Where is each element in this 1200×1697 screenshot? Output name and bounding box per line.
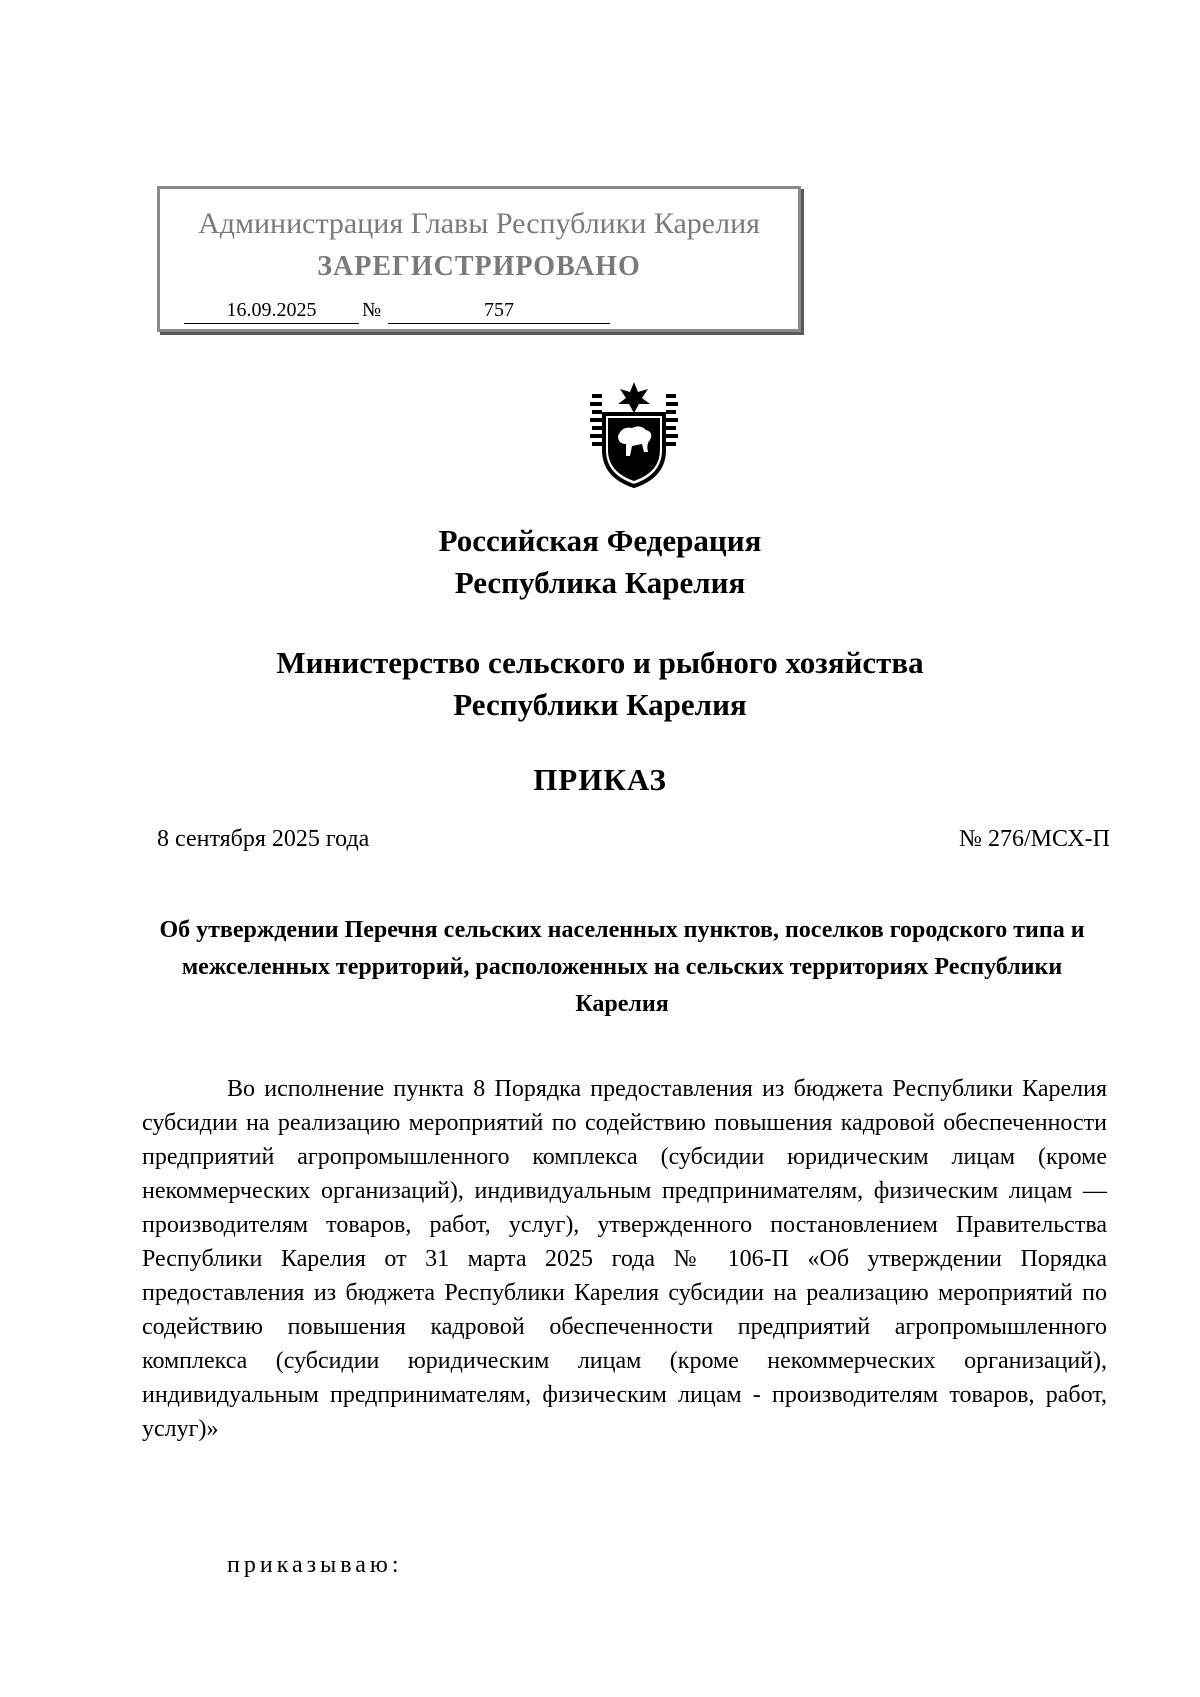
region-name: Республика Карелия <box>454 565 746 600</box>
order-preamble: Во исполнение пункта 8 Порядка предоставления из бюджета Республики Карелия субсидии на реализацию мероприятий по содействию повышения кадровой обеспеченности предприятий агропромышленного комплекса (субсидии юридическим лицам (кроме некоммерческих организаций), индивидуальным предпринимателям, физическим лицам — производителям товаров, работ, услуг), утвержденного постановлением Правительства Республики Карелия от 31 марта 2025 года № 106-П «Об утверждении Порядка предоставления из бюджета Республики Карелия субсидии на реализацию мероприятий по содействию повышения кадровой обеспеченности предприятий агропромышленного комплекса (субсидии юридическим лицам (кроме некоммерческих организаций), индивидуальным предпринимателям, физическим лицам - производителям товаров, работ, услуг)» <box>142 1076 1107 1442</box>
order-date: 8 сентября 2025 года <box>157 826 370 852</box>
country-name: Российская Федерация <box>438 523 762 558</box>
stamp-status: ЗАРЕГИСТРИРОВАНО <box>317 251 641 282</box>
ministry-name-line2: Республики Карелия <box>453 687 747 722</box>
order-number: № 276/МСХ-П <box>959 826 1110 852</box>
stamp-organization: Администрация Главы Республики Карелия <box>198 207 760 240</box>
registration-stamp <box>157 186 801 332</box>
country-heading <box>0 520 1200 604</box>
document-type: ПРИКАЗ <box>533 762 667 797</box>
order-command: приказываю: <box>227 1552 403 1578</box>
stamp-date: 16.09.2025 <box>184 297 359 324</box>
order-subject: Об утверждении Перечня сельских населенных пунктов, поселков городского типа и межселенных территорий, расположенных на сельских территориях Республики Карелия <box>159 917 1085 1017</box>
ministry-name-line1: Министерство сельского и рыбного хозяйства <box>276 645 924 680</box>
karelia-coat-of-arms-icon <box>588 380 680 490</box>
stamp-number-sign: № <box>362 299 382 321</box>
stamp-number: 757 <box>388 297 610 324</box>
ministry-heading <box>0 642 1200 726</box>
